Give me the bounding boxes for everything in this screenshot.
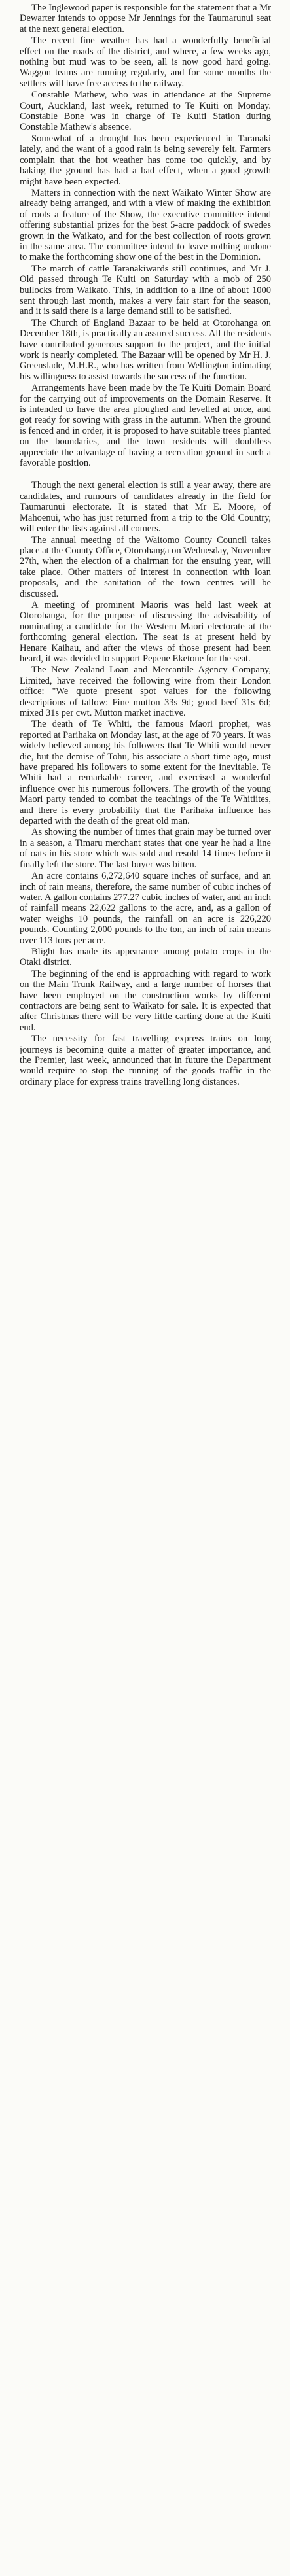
news-paragraph: The march of cattle Taranakiwards still continues, and Mr J. Old passed through Te Kuiti on Saturday with a mob of 250 bullocks from Waikato. This, in addition to a line of about 1000 sent through last month, makes a very fair start for the season, and it is said there is a large demand still to be satisfied. [20, 263, 271, 317]
news-paragraph: Arrangements have been made by the Te Kuiti Domain Board for the carrying out of improvements on the Domain Reserve. It is intended to have the area ploughed and levelled at once, and got ready for sowing with grass in the autumn. When the ground is fenced and in order, it is proposed to have suitable trees planted on the boundaries, and the town residents will doubtless appreciate the advantage of having a recreation ground in such a favorable position. [20, 383, 271, 469]
news-paragraph: The Church of England Bazaar to be held at Otorohanga on December 18th, is practically an assured success. All the residents have contributed generous support to the project, and the initial work is nearly completed. The Bazaar will be opened by Mr H. J. Greenslade, M.H.R., who has written from Wellington intimating his willingness to assist towards the success of the function. [20, 317, 271, 382]
news-paragraph: Constable Mathew, who was in attendance at the Supreme Court, Auckland, last week, returned to Te Kuiti on Monday. Constable Bone was in charge of Te Kuiti Station during Constable Mathew's absence. [20, 90, 271, 133]
news-paragraph: The beginning of the end is approaching with regard to work on the Main Trunk Railway, and a large number of horses that have been employed on the construction works by different contractors are being sent to Waikato for sale. It is expected that after Christmas there will be very little carting done at the Kuiti end. [20, 968, 271, 1033]
news-paragraph: The New Zealand Loan and Mercantile Agency Company, Limited, have received the following wire from their London office: "We quote present spot values for the following descriptions of tallow: Fine mutton 33s 9d; good beef 31s 6d; mixed 31s per cwt. Mutton market inactive. [20, 665, 271, 718]
news-paragraph: The death of Te Whiti, the famous Maori prophet, was reported at Parihaka on Monday last, at the age of 70 years. It was widely believed among his followers that Te Whiti would never die, but the demise of Tohu, his associate a short time ago, must have prepared his followers to some extent for the inevitable. Te Whiti had a remarkable career, and exercised a wonderful influence over his numerous followers. The growth of the young Maori party tended to combat the teachings of the Te Whitiites, and there is every probability that the Parihaka influence has departed with the death of the great old man. [20, 719, 271, 827]
news-paragraph: An acre contains 6,272,640 square inches of surface, and an inch of rain means, therefore, the same number of cubic inches of water. A gallon contains 277.27 cubic inches of water, and an inch of rainfall means 22,622 gallons to the acre, and, as a gallon of water weighs 10 pounds, the rainfall on an acre is 226,220 pounds. Counting 2,000 pounds to the ton, an inch of rain means over 113 tons per acre. [20, 871, 271, 946]
news-paragraph: Though the next general election is still a year away, there are candidates, and rumours of candidates already in the field for Taumarunui electorate. It is stated that Mr E. Moore, of Mahoenui, who has just returned from a trip to the Old Country, will enter the lists against all comers. [20, 480, 271, 534]
news-paragraph: The recent fine weather has had a wonderfully beneficial effect on the roads of the district, and where, a few weeks ago, nothing but mud was to be seen, all is now good hard going. Waggon teams are running regularly, and for some months the settlers will have free access to the railway. [20, 35, 271, 89]
news-paragraph: Matters in connection with the next Waikato Winter Show are already being arranged, and with a view of making the exhibition of roots a feature of the Show, the executive committee intend offering substantial prizes for the best 5-acre paddock of swedes grown in the Waikato, and for the best collection of roots grown in the same area. The committee intend to leave nothing undone to make the forthcoming show one of the best in the Dominion. [20, 187, 271, 263]
news-paragraph: The Inglewood paper is responsible for the statement that a Mr Dewarter intends to oppose Mr Jennings for the Taumarunui seat at the next general election. [20, 3, 271, 35]
news-paragraph: The necessity for fast travelling express trains on long journeys is becoming quite a matter of greater importance, and the Premier, last week, announced that in future the Department would require to stop the running of the goods traffic in the ordinary place for express trains travelling long distances. [20, 1034, 271, 1087]
news-column [20, 3, 271, 2573]
news-paragraph: A meeting of prominent Maoris was held last week at Otorohanga, for the purpose of discussing the advisability of nominating a candidate for the Western Maori electorate at the forthcoming general election. The seat is at present held by Henare Kaihau, and after the views of those present had been heard, it was decided to support Pepene Eketone for the seat. [20, 599, 271, 664]
news-paragraph: Blight has made its appearance among potato crops in the Otaki district. [20, 946, 271, 968]
news-paragraph: The annual meeting of the Waitomo County Council takes place at the County Office, Otorohanga on Wednesday, November 27th, when the election of a chairman for the ensuing year, will take place. Other matters of interest in connection with loan proposals, and the sanitation of the town centres will be discussed. [20, 534, 271, 599]
news-paragraph: Somewhat of a drought has been experienced in Taranaki lately, and the want of a good rain is being severely felt. Farmers complain that the hot weather has come too quickly, and by baking the ground has had a bad effect, when a good growth might have been expected. [20, 133, 271, 187]
news-paragraph: As showing the number of times that grain may be turned over in a season, a Timaru merchant states that one year he had a line of oats in his store which was sold and resold 14 times before it finally left the store. The last buyer was bitten. [20, 827, 271, 870]
